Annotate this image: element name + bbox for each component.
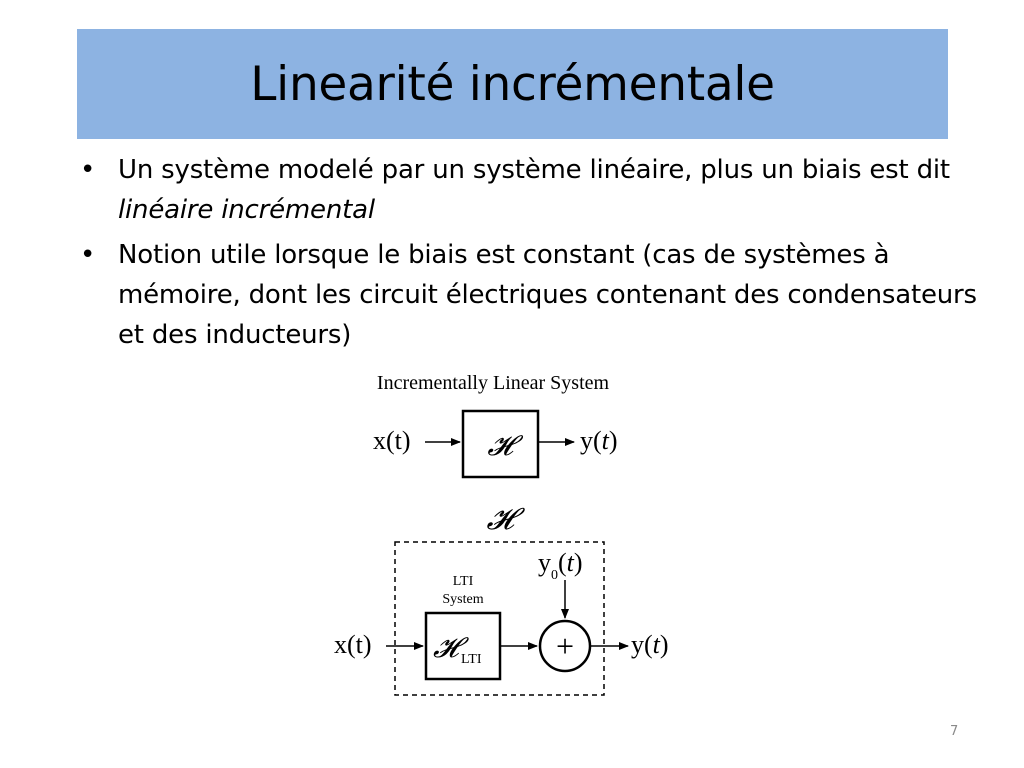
bias-label: $y_0(t)$	[538, 548, 583, 583]
lti-block-symbol: 𝓗	[433, 633, 459, 664]
lti-label-line2: System	[442, 592, 484, 607]
summing-junction-plus-icon: +	[555, 628, 575, 664]
bullet-item	[80, 150, 990, 230]
bullet-icon: •	[80, 155, 96, 185]
lti-block-subscript: LTI	[461, 652, 482, 667]
bottom-output-label: y(t)	[631, 630, 669, 659]
bullet-text: Un système modelé par un système linéaire, plus un biais est dit	[118, 155, 950, 185]
lti-label-line1: LTI	[452, 574, 474, 589]
diagram-caption: Incrementally Linear System	[376, 372, 610, 394]
composite-system-symbol: 𝓗	[486, 503, 514, 536]
bullet-list	[80, 150, 990, 360]
slide-title: Linearité incrémentale	[250, 56, 775, 112]
incrementally-linear-system-diagram	[320, 365, 720, 705]
title-bar	[77, 29, 948, 139]
bullet-icon: •	[80, 240, 96, 270]
bullet-text: Notion utile lorsque le biais est constant (cas de systèmes à mémoire, dont les circuit électriques contenant des condensateurs et des inducteurs)	[118, 240, 977, 350]
page-number: 7	[950, 724, 959, 739]
top-output-label: y(t)	[580, 426, 618, 455]
bullet-item	[80, 235, 990, 355]
bullet-emphasis: linéaire incrémental	[118, 195, 375, 225]
top-system-symbol: 𝓗	[487, 431, 513, 462]
bottom-input-label: x(t)	[334, 630, 372, 659]
top-input-label: x(t)	[373, 426, 411, 455]
